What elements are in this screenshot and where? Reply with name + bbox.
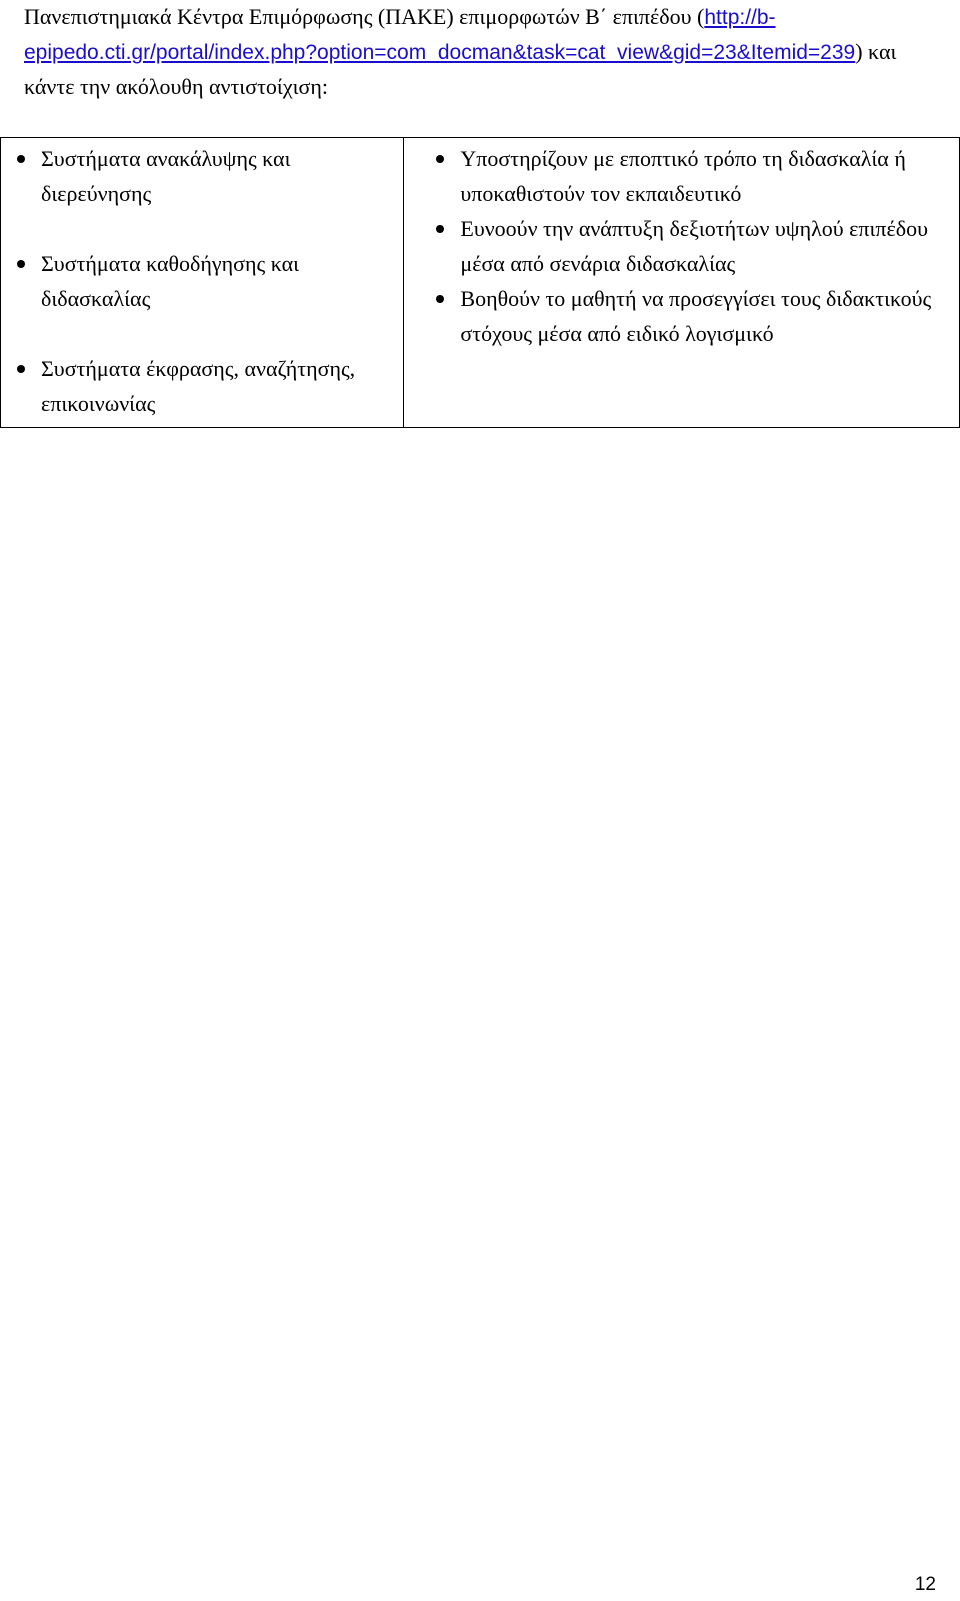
table-row [1, 138, 960, 428]
bullet-icon [17, 155, 25, 163]
intro-text-before: Πανεπιστημιακά Κέντρα Επιμόρφωσης (ΠΑΚΕ) επιμορφωτών Β΄ επιπέδου ( [24, 4, 705, 29]
list-item [41, 351, 397, 421]
portal-link[interactable]: http://b-epipedo.cti.gr/portal/index.php?option=com_docman&task=cat_view&gid=23&Itemid=239 [24, 6, 856, 64]
left-bullet-list [1, 138, 403, 427]
list-item [460, 211, 953, 281]
right-column [404, 138, 960, 428]
bullet-icon [436, 295, 444, 303]
list-item-text: Υποστηρίζουν με εποπτικό τρόπο τη διδασκαλία ή υποκαθιστούν τον εκπαιδευτικό [460, 146, 906, 206]
list-item [41, 246, 397, 316]
bullet-icon [17, 365, 25, 373]
matching-table [0, 137, 960, 428]
right-bullet-list [404, 138, 959, 357]
bullet-icon [17, 260, 25, 268]
page-number: 12 [914, 1574, 936, 1595]
list-item [460, 141, 953, 211]
bullet-icon [436, 225, 444, 233]
list-item-text: Συστήματα ανακάλυψης και διερεύνησης [41, 146, 291, 206]
list-item [41, 141, 397, 211]
intro-paragraph [24, 0, 944, 104]
bullet-icon [436, 155, 444, 163]
list-item [460, 281, 953, 351]
list-item-text: Βοηθούν το μαθητή να προσεγγίσει τους διδακτικούς στόχους μέσα από ειδικό λογισμικό [460, 286, 932, 346]
intro-text-after: ) και κάντε την ακόλουθη αντιστοίχιση: [24, 39, 897, 99]
list-item-text: Ευνοούν την ανάπτυξη δεξιοτήτων υψηλού επιπέδου μέσα από σενάρια διδασκαλίας [460, 216, 929, 276]
list-item-text: Συστήματα καθοδήγησης και διδασκαλίας [41, 251, 300, 311]
left-column [1, 138, 404, 428]
list-item-text: Συστήματα έκφρασης, αναζήτησης, επικοινωνίας [41, 356, 356, 416]
